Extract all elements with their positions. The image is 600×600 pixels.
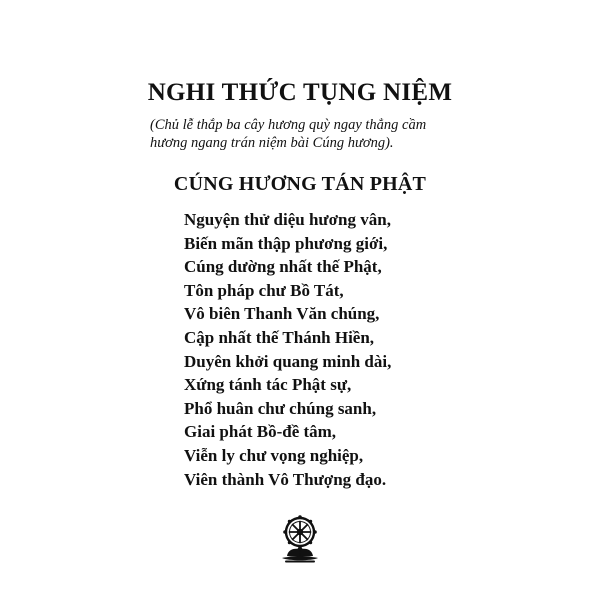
verse-line: Giai phát Bồ-đề tâm, — [184, 422, 337, 442]
verse-line: Xứng tánh tác Phật sự, — [184, 375, 352, 395]
verse-line: Nguyện thử diệu hương vân, — [184, 210, 391, 229]
verse-line: Duyên khởi quang minh dài, — [184, 351, 392, 371]
verse-list — [184, 208, 391, 491]
verse-line: Cúng dường nhất thế Phật, — [184, 257, 382, 277]
instruction-line-1: (Chủ lễ thắp ba cây hương quỳ ngay thẳng cầm — [150, 117, 427, 133]
verse-line: Tôn pháp chư Bồ Tát, — [184, 280, 344, 300]
page-title: NGHI THỨC TỤNG NIỆM — [147, 79, 453, 106]
verse-line: Viễn ly chư vọng nghiệp, — [184, 445, 364, 465]
dharma-wheel-lotus-icon — [279, 515, 321, 563]
verse-line: Cập nhất thế Thánh Hiền, — [184, 327, 375, 347]
verse-line: Viên thành Vô Thượng đạo. — [184, 469, 387, 489]
verse-line: Phổ huân chư chúng sanh, — [184, 398, 377, 418]
verse-line: Biến mãn thập phương giới, — [184, 233, 388, 253]
verse-line: Vô biên Thanh Văn chúng, — [184, 304, 380, 324]
instruction-line-2: hương ngang trán niệm bài Cúng hương). — [150, 135, 394, 151]
section-title: CÚNG HƯƠNG TÁN PHẬT — [173, 173, 427, 195]
instruction-note — [150, 116, 480, 152]
